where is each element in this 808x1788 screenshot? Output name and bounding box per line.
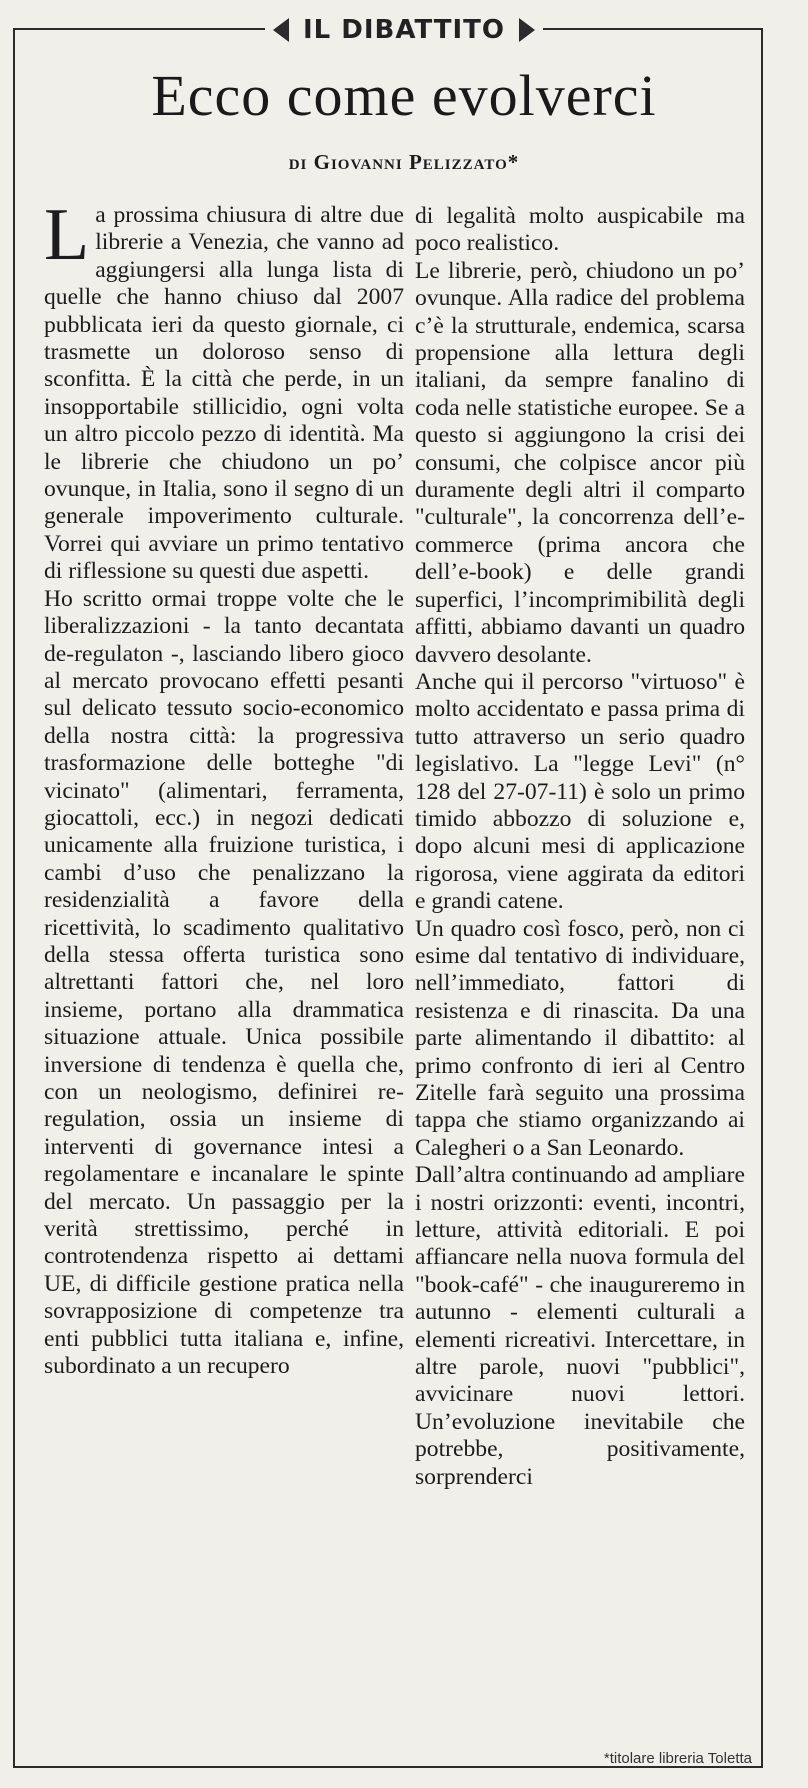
arrow-left-icon (273, 18, 289, 42)
paragraph: Le librerie, però, chiudono un po’ ovunque. Alla radice del problema c’è la strutturale, endemica, scarsa propensione alla lettura degli italiani, da sempre fanalino di coda nelle statistiche europee. Se a questo si aggiungono la crisi dei consumi, che colpisce ancor più duramente degli altri il comparto "culturale", la concorrenza dell’e-commerce (prima ancora che dell’e-book) e delle grandi superfici, l’incomprimibilità degli affitti, abbiamo davanti un quadro davvero desolante. (415, 257, 745, 668)
byline: di Giovanni Pelizzato* (288, 150, 520, 174)
drop-cap: L (44, 194, 90, 276)
paragraph-text: a prossima chiusura di altre due librerie a Venezia, che vanno ad aggiungersi alla lunga lista di quelle che hanno chiuso dal 2007 pubblicata ieri da questo giornale, ci trasmette un doloroso senso di sconfitta. È la città che perde, in un insopportabile stillicidio, ogni volta un altro piccolo pezzo di identità. Ma le librerie che chiudono un po’ ovunque, in Italia, sono il segno di un generale impoverimento culturale. Vorrei qui avviare un primo tentativo di riflessione su questi due aspetti. (44, 202, 404, 585)
headline: Ecco come evolverci (151, 63, 657, 128)
paragraph (44, 194, 404, 586)
author-footnote: *titolare libreria Toletta (603, 1750, 752, 1767)
paragraph: Dall’altra continuando ad ampliare i nostri orizzonti: eventi, incontri, letture, attività editoriali. E poi affiancare nella nuova formula del "book-café" - che inaugureremo in autunno - elementi culturali a elementi ricreativi. Intercettare, in altre parole, nuovi "pubblici", avvicinare nuovi lettori. Un’evoluzione inevitabile che potrebbe, positivamente, sorprenderci (415, 1162, 745, 1490)
paragraph: di legalità molto auspicabile ma poco realistico. (415, 203, 745, 257)
section-rubric (0, 10, 808, 50)
paragraph: Un quadro così fosco, però, non ci esime dal tentativo di individuare, nell’immediato, fattori di resistenza e di rinascita. Da una parte alimentando il dibattito: al primo confronto di ieri al Centro Zitelle farà seguito una prossima tappa che stiamo organizzando ai Calegheri o a San Leonardo. (415, 915, 745, 1161)
left-column (44, 194, 404, 1732)
arrow-right-icon (519, 18, 535, 42)
right-column (415, 203, 745, 1673)
paragraph: Ho scritto ormai troppe volte che le liberalizzazioni - la tanto decantata de-regulaton -, lasciando libero gioco al mercato provocano effetti pesanti sul delicato tessuto socio-economico della nostra città: la progressiva trasformazione delle botteghe "di vicinato" (alimentari, ferramenta, giocattoli, ecc.) in negozi dedicati unicamente alla fruizione turistica, i cambi d’uso che penalizzano la residenzialità a favore della ricettività, lo scadimento qualitativo della stessa offerta turistica sono altrettanti fattori che, nel loro insieme, portano alla drammatica situazione attuale. Unica possibile inversione di tendenza è quella che, con un neologismo, definirei re-regulation, ossia un insieme di interventi di governance intesi a regolamentare e incanalare le spinte del mercato. Un passaggio per la verità strettissimo, perché in controtendenza rispetto ai dettami UE, di difficile gestione pratica nella sovrapposizione di competenze tra enti pubblici tutta italiana e, infine, subordinato a un recupero (44, 585, 404, 1380)
paragraph: Anche qui il percorso "virtuoso" è molto accidentato e passa prima di tutto attraverso un serio quadro legislativo. La "legge Levi" (n° 128 del 27-07-11) è solo un primo timido abbozzo di soluzione e, dopo alcuni mesi di applicazione rigorosa, viene aggirata da editori e grandi catene. (415, 668, 745, 915)
rubric-label: IL DIBATTITO (302, 15, 506, 45)
